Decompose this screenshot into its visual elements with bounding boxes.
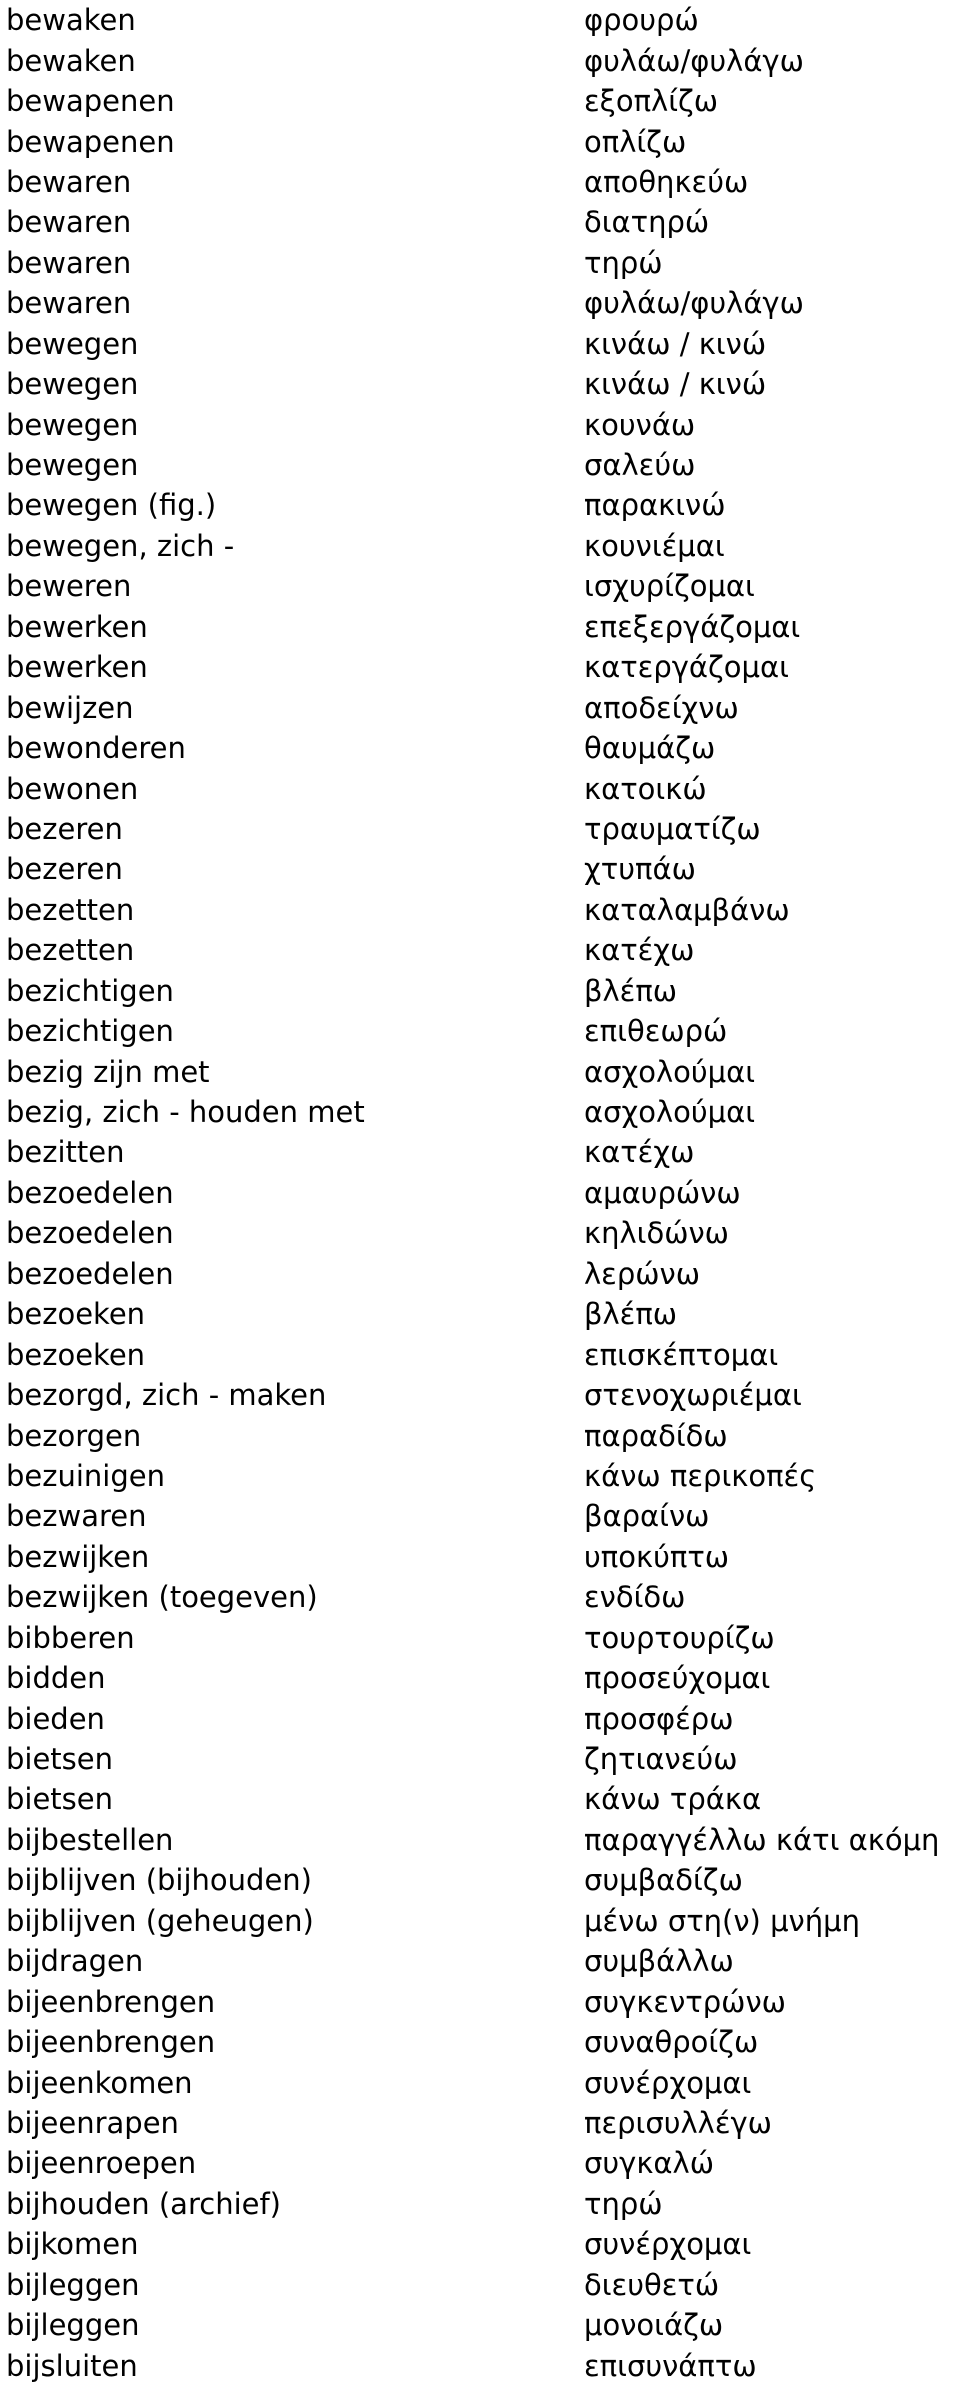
word-row [0, 121, 960, 161]
dutch-term: bewaren [6, 286, 132, 321]
dutch-term: bezoeken [6, 1337, 146, 1372]
word-row [0, 1577, 960, 1617]
dutch-term: bezig, zich - houden met [6, 1095, 365, 1130]
dutch-term: bietsen [6, 1742, 114, 1777]
greek-term: επισκέπτομαι [584, 1337, 779, 1372]
word-row [0, 2103, 960, 2143]
word-row [0, 1334, 960, 1374]
dutch-term: bewerken [6, 609, 148, 644]
dutch-term: bezoedelen [6, 1256, 174, 1291]
dutch-term: bezorgd, zich - maken [6, 1378, 327, 1413]
word-row [0, 404, 960, 444]
greek-term: κατοικώ [584, 771, 707, 806]
word-row [0, 40, 960, 80]
word-row [0, 1294, 960, 1334]
greek-term: συνέρχομαι [584, 2065, 752, 2100]
word-row [0, 890, 960, 930]
word-row [0, 202, 960, 242]
dutch-term: bewaren [6, 205, 132, 240]
greek-term: μονοιάζω [584, 2308, 724, 2343]
dutch-term: bijeenbrengen [6, 2025, 216, 2060]
greek-term: ισχυρίζομαι [584, 569, 755, 604]
greek-term: επιθεωρώ [584, 1014, 728, 1049]
dutch-term: bezoedelen [6, 1175, 174, 1210]
word-row [0, 1254, 960, 1294]
word-row [0, 1941, 960, 1981]
greek-term: κινάω / κινώ [584, 367, 767, 402]
dutch-term: bidden [6, 1661, 106, 1696]
dutch-term: bewegen [6, 367, 139, 402]
word-row [0, 1173, 960, 1213]
dutch-term: bewaren [6, 245, 132, 280]
greek-term: διευθετώ [584, 2267, 720, 2302]
word-row [0, 1537, 960, 1577]
word-row [0, 1415, 960, 1455]
dutch-term: bezorgen [6, 1418, 142, 1453]
greek-term: συγκαλώ [584, 2146, 714, 2181]
word-row [0, 243, 960, 283]
greek-term: χτυπάω [584, 852, 696, 887]
dutch-term: bijleggen [6, 2308, 140, 2343]
dutch-term: bezetten [6, 892, 135, 927]
word-row [0, 2305, 960, 2345]
greek-term: συμβάλλω [584, 1944, 734, 1979]
word-row [0, 2022, 960, 2062]
dutch-term: bibberen [6, 1620, 135, 1655]
greek-term: τηρώ [584, 245, 663, 280]
word-row [0, 687, 960, 727]
greek-term: παραγγέλλω κάτι ακόμη [584, 1822, 940, 1857]
word-row [0, 849, 960, 889]
dutch-term: bijeenrapen [6, 2105, 179, 2140]
greek-term: κηλιδώνω [584, 1216, 729, 1251]
greek-term: επεξεργάζομαι [584, 609, 801, 644]
greek-term: τουρτουρίζω [584, 1620, 775, 1655]
greek-term: αποδείχνω [584, 690, 739, 725]
word-row [0, 768, 960, 808]
greek-term: λερώνω [584, 1256, 701, 1291]
greek-term: συνέρχομαι [584, 2227, 752, 2262]
word-row [0, 607, 960, 647]
word-row [0, 162, 960, 202]
greek-term: κατεργάζομαι [584, 650, 789, 685]
greek-term: παραδίδω [584, 1418, 728, 1453]
greek-term: μένω στη(ν) μνήμη [584, 1903, 860, 1938]
word-row [0, 1496, 960, 1536]
word-row [0, 1860, 960, 1900]
dutch-term: bijkomen [6, 2227, 139, 2262]
greek-term: κουνάω [584, 407, 696, 442]
word-row [0, 1820, 960, 1860]
word-row [0, 930, 960, 970]
greek-term: βαραίνω [584, 1499, 710, 1534]
dutch-term: beweren [6, 569, 132, 604]
word-row [0, 2265, 960, 2305]
greek-term: αμαυρώνω [584, 1175, 741, 1210]
dutch-term: bewaren [6, 164, 132, 199]
greek-term: οπλίζω [584, 124, 687, 159]
dutch-term: bezoeken [6, 1297, 146, 1332]
word-row [0, 566, 960, 606]
greek-term: διατηρώ [584, 205, 710, 240]
greek-term: κατέχω [584, 933, 695, 968]
word-row [0, 2224, 960, 2264]
word-row [0, 1132, 960, 1172]
word-row [0, 364, 960, 404]
word-row [0, 1011, 960, 1051]
greek-term: προσφέρω [584, 1701, 734, 1736]
word-row [0, 971, 960, 1011]
word-row [0, 1698, 960, 1738]
greek-term: συμβαδίζω [584, 1863, 743, 1898]
dutch-term: bewijzen [6, 690, 134, 725]
dutch-term: bezeren [6, 811, 123, 846]
word-row [0, 1456, 960, 1496]
greek-term: βλέπω [584, 1297, 678, 1332]
dutch-term: bezitten [6, 1135, 125, 1170]
dutch-term: bezoedelen [6, 1216, 174, 1251]
dutch-term: bijsluiten [6, 2348, 138, 2383]
dutch-term: bewapenen [6, 124, 175, 159]
greek-term: προσεύχομαι [584, 1661, 771, 1696]
word-row [0, 1618, 960, 1658]
greek-term: ασχολούμαι [584, 1054, 756, 1089]
dutch-term: bewaken [6, 43, 136, 78]
greek-term: φυλάω/φυλάγω [584, 286, 804, 321]
word-row [0, 0, 960, 40]
greek-term: κουνιέμαι [584, 528, 725, 563]
dutch-term: bewerken [6, 650, 148, 685]
dutch-term: bewapenen [6, 84, 175, 119]
dutch-term: bewegen [6, 448, 139, 483]
greek-term: συγκεντρώνω [584, 1984, 786, 2019]
dutch-term: bezichtigen [6, 1014, 174, 1049]
greek-term: τηρώ [584, 2186, 663, 2221]
dutch-term: bewaken [6, 3, 136, 38]
dutch-term: bijleggen [6, 2267, 140, 2302]
word-row [0, 1739, 960, 1779]
greek-term: περισυλλέγω [584, 2105, 772, 2140]
greek-term: θαυμάζω [584, 731, 716, 766]
dutch-term: bewegen (fig.) [6, 488, 217, 523]
greek-term: καταλαμβάνω [584, 892, 790, 927]
word-row [0, 1981, 960, 2021]
dutch-term: bieden [6, 1701, 105, 1736]
dutch-term: bijblijven (bijhouden) [6, 1863, 312, 1898]
word-row [0, 445, 960, 485]
greek-term: σαλεύω [584, 448, 696, 483]
dutch-term: bewonderen [6, 731, 186, 766]
word-row [0, 2143, 960, 2183]
greek-term: κάνω τράκα [584, 1782, 762, 1817]
dutch-term: bijdragen [6, 1944, 144, 1979]
dutch-term: bijbestellen [6, 1822, 174, 1857]
greek-term: συναθροίζω [584, 2025, 759, 2060]
greek-term: κάνω περικοπές [584, 1458, 817, 1493]
word-row [0, 1375, 960, 1415]
dutch-term: bewegen [6, 407, 139, 442]
greek-term: στενοχωριέμαι [584, 1378, 802, 1413]
greek-term: κινάω / κινώ [584, 326, 767, 361]
dutch-term: bijeenkomen [6, 2065, 193, 2100]
greek-term: ζητιανεύω [584, 1742, 738, 1777]
dutch-term: bezwijken (toegeven) [6, 1580, 318, 1615]
dutch-term: bijeenroepen [6, 2146, 197, 2181]
greek-term: φυλάω/φυλάγω [584, 43, 804, 78]
dutch-term: bezuinigen [6, 1458, 165, 1493]
dutch-term: bezetten [6, 933, 135, 968]
greek-term: παρακινώ [584, 488, 726, 523]
word-row [0, 324, 960, 364]
word-row [0, 809, 960, 849]
word-row [0, 1658, 960, 1698]
dutch-term: bijblijven (geheugen) [6, 1903, 314, 1938]
word-row [0, 1779, 960, 1819]
greek-term: ασχολούμαι [584, 1095, 756, 1130]
greek-term: κατέχω [584, 1135, 695, 1170]
word-row [0, 283, 960, 323]
greek-term: επισυνάπτω [584, 2348, 757, 2383]
word-row [0, 1051, 960, 1091]
word-row [0, 728, 960, 768]
dutch-term: bijeenbrengen [6, 1984, 216, 2019]
dutch-term: bewegen, zich - [6, 528, 235, 563]
word-row [0, 1213, 960, 1253]
dutch-term: bezwaren [6, 1499, 147, 1534]
greek-term: υποκύπτω [584, 1539, 730, 1574]
dutch-term: bezwijken [6, 1539, 150, 1574]
dutch-term: bijhouden (archief) [6, 2186, 281, 2221]
greek-term: εξοπλίζω [584, 84, 719, 119]
dutch-term: bezeren [6, 852, 123, 887]
word-row [0, 2184, 960, 2224]
word-row [0, 485, 960, 525]
word-row [0, 2062, 960, 2102]
word-row [0, 647, 960, 687]
word-row [0, 526, 960, 566]
greek-term: ενδίδω [584, 1580, 686, 1615]
dutch-term: bietsen [6, 1782, 114, 1817]
dutch-term: bewegen [6, 326, 139, 361]
dutch-term: bewonen [6, 771, 139, 806]
word-row [0, 1092, 960, 1132]
word-row [0, 1901, 960, 1941]
greek-term: φρουρώ [584, 3, 699, 38]
word-row [0, 81, 960, 121]
greek-term: τραυματίζω [584, 811, 761, 846]
dutch-term: bezichtigen [6, 973, 174, 1008]
greek-term: αποθηκεύω [584, 164, 749, 199]
word-row [0, 2345, 960, 2385]
dutch-term: bezig zijn met [6, 1054, 210, 1089]
greek-term: βλέπω [584, 973, 678, 1008]
